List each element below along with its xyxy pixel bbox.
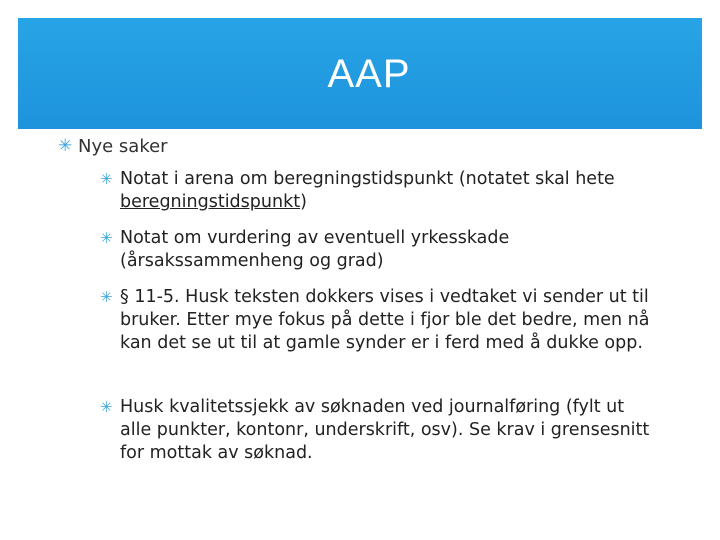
sub-bullet-item (100, 227, 660, 273)
bullet-level1 (58, 136, 168, 157)
bullet-level1-text: Nye saker (78, 136, 168, 157)
asterisk-bullet-icon: ✳ (100, 170, 113, 188)
asterisk-bullet-icon: ✳ (100, 288, 113, 306)
underlined-term: beregningstidspunkt (120, 192, 301, 212)
sub-bullet-item (100, 396, 660, 465)
sub-bullet-text: Husk kvalitetssjekk av søknaden ved journalføring (fylt ut alle punkter, kontonr, underskrift, osv). Se krav i grensesnitt for mottak av søknad. (120, 397, 650, 463)
asterisk-bullet-icon: ✳ (58, 136, 73, 156)
sub-bullet-text-end: ) (300, 192, 307, 212)
slide-title: AAP (327, 52, 411, 96)
sub-bullet-text: Notat om vurdering av eventuell yrkesskade (årsakssammenheng og grad) (120, 228, 510, 271)
asterisk-bullet-icon: ✳ (100, 229, 113, 247)
sub-bullet-item (100, 168, 660, 214)
sub-bullet-text: § 11-5. Husk teksten dokkers vises i vedtaket vi sender ut til bruker. Etter mye fokus på dette i fjor ble det bedre, men nå kan det se ut til at gamle synder er i ferd med å dukke opp. (120, 287, 650, 353)
asterisk-bullet-icon: ✳ (100, 398, 113, 416)
sub-bullet-text: Notat i arena om beregningstidspunkt (notatet skal hete (120, 169, 615, 189)
title-banner (18, 18, 702, 129)
sub-bullet-item (100, 286, 660, 355)
